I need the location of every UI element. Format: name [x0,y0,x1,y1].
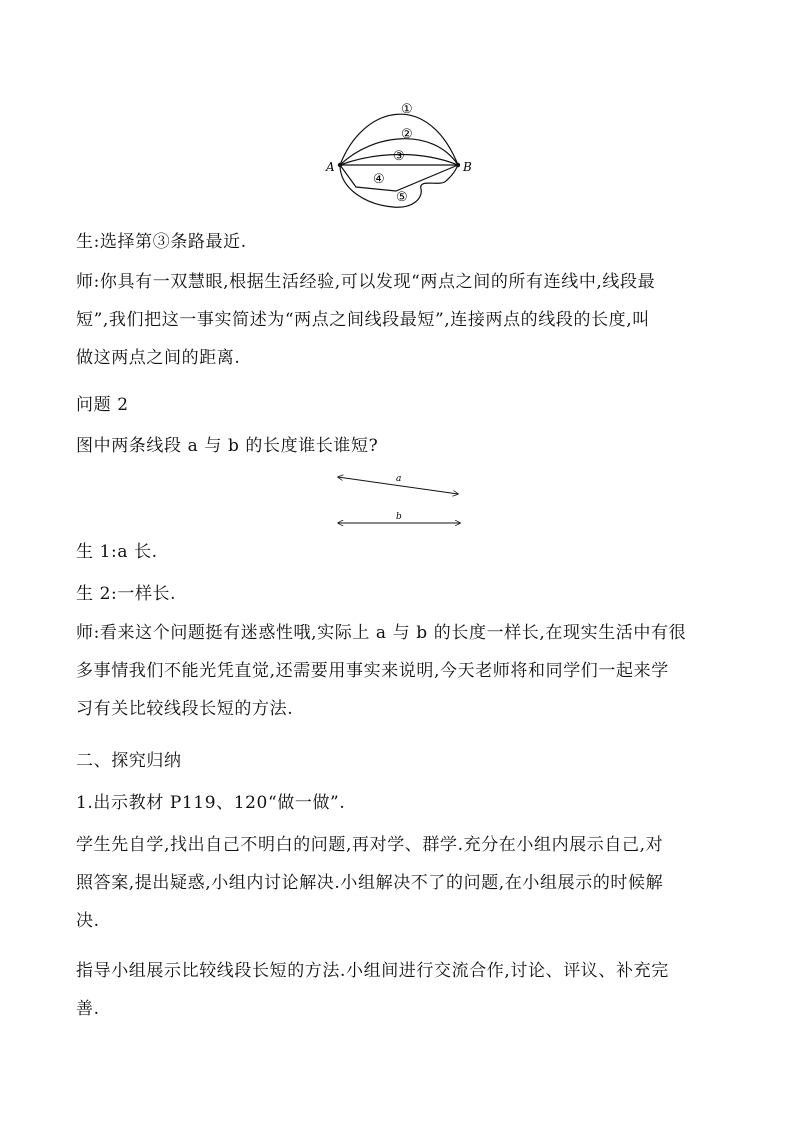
text-line: 二、探究归纳 [76,751,182,771]
paragraph-question-text [76,427,736,465]
paragraph-self-study [76,826,736,940]
text-line: 生:选择第③条路最近. [76,232,247,252]
text-line: 生 2:一样长. [76,584,177,604]
text-line: 做这两点之间的距离. [76,348,241,368]
path-1-label: ① [401,102,413,117]
text-line: 1.出示教材 P119、120“做一做”. [76,793,346,813]
text-line: 照答案,提出疑惑,小组内讨论解决.小组解决不了的问题,在小组展示的时候解 [76,873,664,893]
text-line: 问题 2 [76,395,129,415]
segments-diagram [332,470,467,530]
paragraph-student-2 [76,575,736,613]
paragraph-student-1 [76,533,736,571]
text-line: 指导小组展示比较线段长短的方法.小组间进行交流合作,讨论、评议、补充完 [76,961,669,981]
path-4-label: ④ [373,172,385,187]
text-line: 多事情我们不能光凭直觉,还需要用事实来说明,今天老师将和同学们一起来学 [76,661,669,681]
paths-diagram [318,95,493,215]
path-2-label: ② [401,127,413,142]
segment-b-label: b [396,512,402,522]
text-line: 短”,我们把这一事实简述为“两点之间线段最短”,连接两点的线段的长度,叫 [76,310,650,330]
text-line: 习有关比较线段长短的方法. [76,699,294,719]
text-line: 生 1:a 长. [76,542,158,562]
path-3-label: ③ [393,149,405,164]
path-5-label: ⑤ [396,190,408,205]
segment-a-label: a [396,474,402,484]
paragraph-student-answer [76,223,736,261]
paragraph-guide-groups [76,952,736,1028]
point-b-label: B [463,160,472,174]
point-b-dot [456,163,460,167]
point-a-label: A [326,160,335,174]
paragraph-teacher-intro [76,614,736,728]
text-line: 决. [76,911,100,931]
point-a-dot [338,163,342,167]
path-4 [340,165,458,191]
text-line: 学生先自学,找出自己不明白的问题,再对学、群学.充分在小组内展示自己,对 [76,835,664,855]
paragraph-teacher-explanation [76,263,736,377]
text-line: 善. [76,999,100,1019]
text-line: 师:你具有一双慧眼,根据生活经验,可以发现“两点之间的所有连线中,线段最 [76,272,656,292]
heading-question-2 [76,386,736,424]
text-line: 图中两条线段 a 与 b 的长度谁长谁短? [76,436,379,456]
paragraph-step-1 [76,784,736,822]
heading-explore-summary [76,742,736,780]
text-line: 师:看来这个问题挺有迷惑性哦,实际上 a 与 b 的长度一样长,在现实生活中有很 [76,623,687,643]
